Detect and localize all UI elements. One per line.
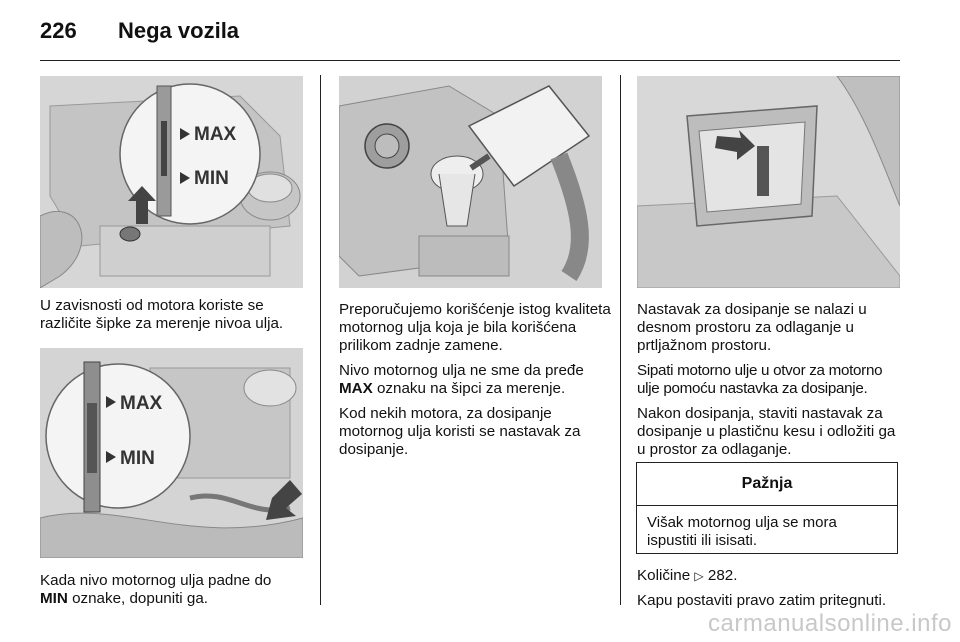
col2-para2-bold: MAX [339, 380, 373, 397]
page-title: Nega vozila [118, 18, 240, 43]
col2-para3: Kod nekih motora, za dosipanje motornog ulja koristi se nastavak za dosipanje. [339, 405, 581, 458]
page-number: 226 [40, 18, 77, 43]
fig1-max-label: MAX [194, 124, 237, 145]
figure-oil-pouring [339, 76, 602, 288]
col1-para2-b: oznake, dopuniti ga. [67, 590, 209, 607]
column-divider-2 [620, 75, 621, 605]
col3-para5: Kapu postaviti pravo zatim pritegnuti. [637, 592, 887, 609]
caution-callout [636, 462, 898, 554]
col1-para2 [40, 572, 310, 608]
fig2-max-label: MAX [120, 393, 163, 414]
col2-para2-b: oznaku na šipci za merenje. [372, 380, 566, 397]
col2-text [339, 301, 611, 466]
col1-para2-bold: MIN [40, 590, 68, 607]
col1-para2-a: Kada nivo motornog ulja padne do [40, 572, 272, 589]
callout-heading: Pažnja [637, 463, 897, 506]
quantities-ref-label: Količine [637, 567, 691, 584]
header-rule [40, 60, 900, 61]
figure-dipstick-engine-1 [40, 76, 303, 288]
fig2-min-label: MIN [120, 448, 155, 469]
quantities-ref-page[interactable]: 282. [707, 567, 738, 584]
column-divider-1 [320, 75, 321, 605]
figure-dipstick-engine-2 [40, 348, 303, 558]
col3-para4[interactable] [637, 567, 905, 585]
col3-para1: Nastavak za dosipanje se nalazi u desnom prostoru za odlaganje u prtljažnom prostoru. [637, 301, 867, 354]
col2-para1: Preporučujemo korišćenje istog kvaliteta motornog ulja koja je bila korišćena prilikom zadnje zamene. [339, 301, 611, 354]
fig1-min-label: MIN [194, 168, 229, 189]
col2-para2 [339, 362, 611, 398]
col3-para2: Sipati motorno ulje u otvor za motorno ulje pomoću nastavka za dosipanje. [637, 362, 883, 397]
col2-para2-a: Nivo motornog ulja ne sme da pređe [339, 362, 584, 379]
figure-trunk-compartment [637, 76, 900, 288]
watermark: carmanualsonline.info [708, 610, 952, 637]
col1-para1: U zavisnosti od motora koriste se različite šipke za merenje nivoa ulja. [40, 297, 284, 332]
callout-body: Višak motornog ulja se mora ispustiti ili isisati. [647, 514, 837, 549]
col3-text [637, 301, 905, 466]
col3-para3: Nakon dosipanja, staviti nastavak za dosipanje u plastičnu kesu i odložiti ga u prostor za odlaganje. [637, 405, 896, 458]
reference-arrow-icon: ▷ [694, 569, 704, 583]
